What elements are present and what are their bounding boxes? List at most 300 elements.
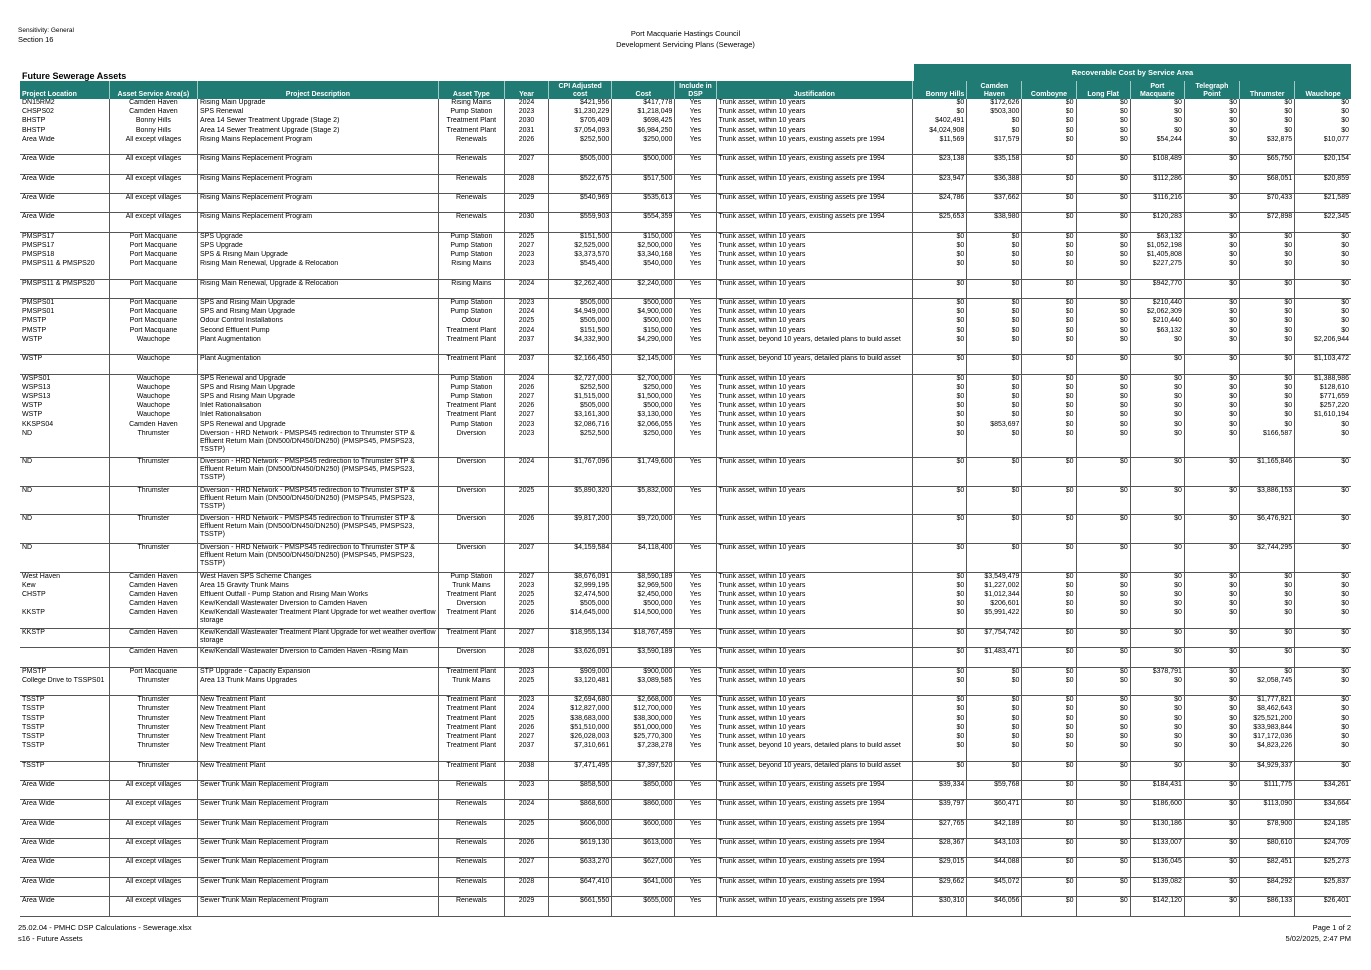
cell-bonny-hills: $0 xyxy=(913,724,967,733)
cell-camden-haven: $503,300 xyxy=(967,108,1022,117)
cell-year: 2023 xyxy=(504,251,548,260)
cell-project-location: PMSPS11 & PMSPS20 xyxy=(20,260,109,279)
cell-include-in-dsp: Yes xyxy=(675,696,716,706)
cell-long-flat: $0 xyxy=(1076,260,1130,279)
cell-comboyne: $0 xyxy=(1022,213,1076,232)
cell-wauchope: $0 xyxy=(1295,279,1351,298)
cell-wauchope: $0 xyxy=(1295,591,1351,600)
cell-camden-haven: $60,471 xyxy=(967,800,1022,819)
cell-long-flat: $0 xyxy=(1076,374,1130,384)
cell-long-flat: $0 xyxy=(1076,839,1130,858)
cell-justification: Trunk asset, within 10 years, existing assets pre 1994 xyxy=(716,155,913,174)
cell-justification: Trunk asset, within 10 years xyxy=(716,430,913,458)
cell-comboyne: $0 xyxy=(1022,544,1076,573)
cell-comboyne: $0 xyxy=(1022,486,1076,515)
table-row xyxy=(20,705,1351,714)
cell-asset-service-area: All except villages xyxy=(109,897,197,916)
cell-justification: Trunk asset, within 10 years, existing assets pre 1994 xyxy=(716,800,913,819)
table-row xyxy=(20,486,1351,515)
cell-year: 2024 xyxy=(504,705,548,714)
cell-year: 2024 xyxy=(504,800,548,819)
cell-include-in-dsp: Yes xyxy=(675,609,716,628)
cell-cost: $900,000 xyxy=(612,667,675,677)
cell-asset-type: Diversion xyxy=(438,544,504,573)
cell-project-location: TSSTP xyxy=(22,705,45,713)
cell-justification: Trunk asset, within 10 years, existing assets pre 1994 xyxy=(716,877,913,896)
cell-long-flat: $0 xyxy=(1076,667,1130,677)
cell-asset-type: Renewals xyxy=(438,858,504,877)
cell-bonny-hills: $0 xyxy=(913,648,967,667)
cell-project-location: PMSTP xyxy=(22,317,47,325)
cell-comboyne: $0 xyxy=(1022,648,1076,667)
col-bonny-hills: Bonny Hills xyxy=(913,81,967,99)
table-row xyxy=(20,677,1351,696)
table-row xyxy=(20,355,1351,374)
cell-port-macquarie: $0 xyxy=(1130,677,1184,696)
cell-include-in-dsp: Yes xyxy=(675,317,716,326)
cell-long-flat: $0 xyxy=(1076,174,1130,193)
cell-year: 2025 xyxy=(504,677,548,696)
cell-camden-haven: $0 xyxy=(967,677,1022,696)
cell-year: 2027 xyxy=(504,733,548,742)
cell-camden-haven: $0 xyxy=(967,308,1022,317)
cell-justification: Trunk asset, within 10 years xyxy=(716,515,913,544)
cell-wauchope: $0 xyxy=(1295,705,1351,714)
cell-camden-haven: $5,991,422 xyxy=(967,609,1022,628)
cell-project-description: Sewer Trunk Main Replacement Program xyxy=(198,800,439,819)
cell-thrumster: $2,744,295 xyxy=(1240,544,1295,573)
cell-port-macquarie: $0 xyxy=(1130,591,1184,600)
cell-asset-type: Renewals xyxy=(438,800,504,819)
cell-camden-haven: $0 xyxy=(967,544,1022,573)
cell-telegraph-point: $0 xyxy=(1184,402,1239,411)
cell-cpi-adjusted-cost: $559,903 xyxy=(549,213,612,232)
cell-telegraph-point: $0 xyxy=(1184,628,1239,647)
cell-bonny-hills: $0 xyxy=(913,317,967,326)
cell-project-location: Area Wide xyxy=(20,839,109,858)
cell-comboyne: $0 xyxy=(1022,430,1076,458)
cell-wauchope: $10,077 xyxy=(1295,136,1351,155)
cell-project-description: New Treatment Plant xyxy=(198,715,439,724)
cell-cost: $150,000 xyxy=(612,232,675,242)
cell-year: 2029 xyxy=(504,897,548,916)
cell-thrumster: $0 xyxy=(1240,308,1295,317)
cell-comboyne: $0 xyxy=(1022,251,1076,260)
cell-comboyne: $0 xyxy=(1022,336,1076,355)
cell-wauchope: $0 xyxy=(1295,715,1351,724)
cell-port-macquarie: $0 xyxy=(1130,458,1184,487)
cell-port-macquarie: $0 xyxy=(1130,705,1184,714)
cell-telegraph-point: $0 xyxy=(1184,600,1239,609)
cell-project-location: PMSTP xyxy=(22,326,47,334)
cell-telegraph-point: $0 xyxy=(1184,251,1239,260)
cell-wauchope: $0 xyxy=(1295,572,1351,582)
cell-asset-service-area: Wauchope xyxy=(109,384,197,393)
cell-year: 2038 xyxy=(504,761,548,780)
cell-cost: $500,000 xyxy=(612,402,675,411)
cell-cpi-adjusted-cost: $858,500 xyxy=(549,780,612,799)
cell-camden-haven: $0 xyxy=(967,430,1022,458)
cell-include-in-dsp: Yes xyxy=(675,628,716,647)
cell-year: 2027 xyxy=(504,411,548,420)
cell-cpi-adjusted-cost: $606,000 xyxy=(549,819,612,838)
cell-comboyne: $0 xyxy=(1022,724,1076,733)
cell-long-flat: $0 xyxy=(1076,628,1130,647)
cell-bonny-hills: $0 xyxy=(913,609,967,628)
cell-telegraph-point: $0 xyxy=(1184,582,1239,591)
cell-cost: $627,000 xyxy=(612,858,675,877)
cell-cost: $500,000 xyxy=(612,155,675,174)
cell-asset-type: Pump Station xyxy=(438,572,504,582)
cell-asset-service-area: All except villages xyxy=(109,136,197,155)
cell-comboyne: $0 xyxy=(1022,374,1076,384)
cell-bonny-hills: $0 xyxy=(913,99,967,108)
cell-comboyne: $0 xyxy=(1022,458,1076,487)
cell-project-location: Area Wide xyxy=(20,136,109,155)
cell-asset-service-area: Thrumster xyxy=(109,544,197,573)
cell-comboyne: $0 xyxy=(1022,819,1076,838)
cell-cost: $250,000 xyxy=(612,384,675,393)
cell-project-location: WSTP xyxy=(20,355,109,374)
recoverable-cost-band: Recoverable Cost by Service Area xyxy=(914,64,1351,81)
cell-project-location: TSSTP xyxy=(22,723,45,731)
cell-include-in-dsp: Yes xyxy=(675,600,716,609)
cell-include-in-dsp: Yes xyxy=(675,715,716,724)
cell-wauchope: $0 xyxy=(1295,108,1351,117)
cell-bonny-hills: $24,786 xyxy=(913,193,967,212)
cell-project-location: Area Wide xyxy=(20,155,109,174)
cell-long-flat: $0 xyxy=(1076,402,1130,411)
cell-telegraph-point: $0 xyxy=(1184,858,1239,877)
cell-thrumster: $0 xyxy=(1240,260,1295,279)
cell-wauchope: $0 xyxy=(1295,733,1351,742)
cell-comboyne: $0 xyxy=(1022,582,1076,591)
cell-comboyne: $0 xyxy=(1022,327,1076,336)
cell-project-location: WSTP xyxy=(22,402,43,410)
cell-cost: $3,340,168 xyxy=(612,251,675,260)
cell-include-in-dsp: Yes xyxy=(675,648,716,667)
cell-cpi-adjusted-cost: $505,000 xyxy=(549,402,612,411)
cell-cpi-adjusted-cost: $4,332,900 xyxy=(549,336,612,355)
cell-camden-haven: $0 xyxy=(967,355,1022,374)
cell-include-in-dsp: Yes xyxy=(675,582,716,591)
cell-wauchope: $0 xyxy=(1295,761,1351,780)
cell-include-in-dsp: Yes xyxy=(675,819,716,838)
cell-wauchope: $0 xyxy=(1295,317,1351,326)
cell-wauchope: $0 xyxy=(1295,600,1351,609)
cell-port-macquarie: $136,045 xyxy=(1130,858,1184,877)
cell-cost: $417,778 xyxy=(612,99,675,108)
cell-cpi-adjusted-cost: $4,159,584 xyxy=(549,544,612,573)
cell-asset-type: Treatment Plant xyxy=(438,591,504,600)
cell-camden-haven: $46,056 xyxy=(967,897,1022,916)
cell-comboyne: $0 xyxy=(1022,155,1076,174)
cell-long-flat: $0 xyxy=(1076,327,1130,336)
table-row xyxy=(20,733,1351,742)
cell-project-description: Rising Main Renewal, Upgrade & Relocation xyxy=(198,279,439,298)
cell-project-description: SPS and Rising Main Upgrade xyxy=(198,299,439,309)
cell-telegraph-point: $0 xyxy=(1184,430,1239,458)
cell-thrumster: $0 xyxy=(1240,336,1295,355)
cell-bonny-hills: $0 xyxy=(913,486,967,515)
cell-project-location: WSTP xyxy=(20,336,109,355)
cell-cost: $12,700,000 xyxy=(612,705,675,714)
cell-include-in-dsp: Yes xyxy=(675,193,716,212)
cell-justification: Trunk asset, within 10 years, existing assets pre 1994 xyxy=(716,213,913,232)
cell-thrumster: $0 xyxy=(1240,117,1295,126)
cell-year: 2037 xyxy=(504,336,548,355)
cell-camden-haven: $0 xyxy=(967,117,1022,126)
cell-asset-type: Renewals xyxy=(438,780,504,799)
table-body xyxy=(20,99,1351,916)
cell-bonny-hills: $0 xyxy=(913,242,967,251)
cell-justification: Trunk asset, within 10 years xyxy=(716,667,913,677)
cell-cpi-adjusted-cost: $705,409 xyxy=(549,117,612,126)
cell-cost: $7,238,278 xyxy=(612,742,675,761)
col-port-macquarie: Port Macquarie xyxy=(1130,81,1184,99)
cell-asset-service-area: Camden Haven xyxy=(109,421,197,430)
cell-port-macquarie: $63,132 xyxy=(1130,232,1184,242)
cell-bonny-hills: $0 xyxy=(913,582,967,591)
cell-project-location: PMSPS01 xyxy=(22,299,55,307)
cell-project-description: Sewer Trunk Main Replacement Program xyxy=(198,858,439,877)
cell-long-flat: $0 xyxy=(1076,733,1130,742)
cell-project-location: Area Wide xyxy=(20,174,109,193)
cell-thrumster: $0 xyxy=(1240,667,1295,677)
cell-asset-service-area: All except villages xyxy=(109,858,197,877)
cell-asset-service-area: Camden Haven xyxy=(109,99,197,108)
cell-comboyne: $0 xyxy=(1022,279,1076,298)
cell-port-macquarie: $2,062,309 xyxy=(1130,308,1184,317)
cell-year: 2027 xyxy=(504,572,548,582)
cell-include-in-dsp: Yes xyxy=(675,411,716,420)
cell-include-in-dsp: Yes xyxy=(675,897,716,916)
cell-project-description: Area 14 Sewer Treatment Upgrade (Stage 2) xyxy=(198,127,439,136)
cell-include-in-dsp: Yes xyxy=(675,877,716,896)
cell-telegraph-point: $0 xyxy=(1184,299,1239,309)
cell-asset-service-area: Wauchope xyxy=(109,336,197,355)
cell-include-in-dsp: Yes xyxy=(675,761,716,780)
cell-asset-type: Renewals xyxy=(438,897,504,916)
cell-asset-type: Treatment Plant xyxy=(438,715,504,724)
cell-telegraph-point: $0 xyxy=(1184,839,1239,858)
cell-thrumster: $0 xyxy=(1240,384,1295,393)
cell-include-in-dsp: Yes xyxy=(675,136,716,155)
cell-thrumster: $32,875 xyxy=(1240,136,1295,155)
cell-cpi-adjusted-cost: $12,827,000 xyxy=(549,705,612,714)
cell-asset-service-area: Thrumster xyxy=(109,733,197,742)
cell-project-location: West Haven xyxy=(22,572,60,580)
cell-asset-service-area: Thrumster xyxy=(109,705,197,714)
cell-project-location: Area Wide xyxy=(20,800,109,819)
cell-telegraph-point: $0 xyxy=(1184,677,1239,696)
cell-bonny-hills: $0 xyxy=(913,308,967,317)
cell-comboyne: $0 xyxy=(1022,232,1076,242)
cell-comboyne: $0 xyxy=(1022,260,1076,279)
cell-project-location: WSTP xyxy=(22,411,43,419)
cell-asset-service-area: Port Macquarie xyxy=(109,317,197,326)
cell-port-macquarie: $0 xyxy=(1130,733,1184,742)
cell-long-flat: $0 xyxy=(1076,108,1130,117)
cell-project-description: Rising Mains Replacement Program xyxy=(198,155,439,174)
cell-wauchope: $21,589 xyxy=(1295,193,1351,212)
cell-camden-haven: $0 xyxy=(967,761,1022,780)
cell-camden-haven: $0 xyxy=(967,486,1022,515)
cell-long-flat: $0 xyxy=(1076,582,1130,591)
cell-year: 2023 xyxy=(504,667,548,677)
cell-cost: $850,000 xyxy=(612,780,675,799)
cell-year: 2024 xyxy=(504,374,548,384)
cell-project-location: TSSTP xyxy=(20,742,109,761)
cell-cost: $500,000 xyxy=(612,317,675,326)
cell-wauchope: $20,154 xyxy=(1295,155,1351,174)
cell-project-description: Rising Main Renewal, Upgrade & Relocation xyxy=(198,260,439,279)
cell-asset-type: Renewals xyxy=(438,213,504,232)
cell-include-in-dsp: Yes xyxy=(675,260,716,279)
cell-asset-type: Rising Mains xyxy=(438,279,504,298)
cell-bonny-hills: $23,138 xyxy=(913,155,967,174)
cell-cpi-adjusted-cost: $51,510,000 xyxy=(549,724,612,733)
sensitivity-label: Sensitivity: General xyxy=(18,27,74,34)
cell-cost: $3,089,585 xyxy=(612,677,675,696)
cell-cpi-adjusted-cost: $26,028,003 xyxy=(549,733,612,742)
cell-long-flat: $0 xyxy=(1076,486,1130,515)
table-row xyxy=(20,308,1351,317)
cell-asset-service-area: All except villages xyxy=(109,155,197,174)
cell-thrumster: $0 xyxy=(1240,279,1295,298)
cell-project-description: New Treatment Plant xyxy=(198,733,439,742)
cell-asset-type: Diversion xyxy=(438,486,504,515)
cell-project-description: New Treatment Plant xyxy=(198,696,439,706)
cell-bonny-hills: $29,015 xyxy=(913,858,967,877)
cell-include-in-dsp: Yes xyxy=(675,299,716,309)
cell-include-in-dsp: Yes xyxy=(675,108,716,117)
cell-long-flat: $0 xyxy=(1076,780,1130,799)
cell-port-macquarie: $0 xyxy=(1130,761,1184,780)
cell-cpi-adjusted-cost: $5,890,320 xyxy=(549,486,612,515)
cell-bonny-hills: $28,367 xyxy=(913,839,967,858)
cell-long-flat: $0 xyxy=(1076,117,1130,126)
cell-thrumster: $86,133 xyxy=(1240,897,1295,916)
cell-asset-type: Odour xyxy=(438,317,504,326)
cell-asset-type: Treatment Plant xyxy=(438,336,504,355)
table-row xyxy=(20,279,1351,298)
cell-year: 2024 xyxy=(504,458,548,487)
cell-year: 2026 xyxy=(504,609,548,628)
cell-bonny-hills: $0 xyxy=(913,515,967,544)
cell-camden-haven: $0 xyxy=(967,327,1022,336)
cell-year: 2023 xyxy=(504,421,548,430)
cell-include-in-dsp: Yes xyxy=(675,705,716,714)
cell-bonny-hills: $0 xyxy=(913,430,967,458)
cell-thrumster: $80,610 xyxy=(1240,839,1295,858)
cell-project-description: Kew/Kendall Wastewater Treatment Plant Upgrade for wet weather overflow storage xyxy=(198,628,439,647)
cell-wauchope: $0 xyxy=(1295,117,1351,126)
cell-thrumster: $0 xyxy=(1240,374,1295,384)
cell-telegraph-point: $0 xyxy=(1184,742,1239,761)
table-row xyxy=(20,591,1351,600)
cell-camden-haven: $0 xyxy=(967,733,1022,742)
cell-project-location: Area Wide xyxy=(20,780,109,799)
cell-include-in-dsp: Yes xyxy=(675,544,716,573)
cell-comboyne: $0 xyxy=(1022,117,1076,126)
cell-justification: Trunk asset, within 10 years xyxy=(716,609,913,628)
cell-include-in-dsp: Yes xyxy=(675,393,716,402)
cell-port-macquarie: $0 xyxy=(1130,696,1184,706)
cell-asset-service-area: Camden Haven xyxy=(109,628,197,647)
cell-cpi-adjusted-cost: $505,000 xyxy=(549,600,612,609)
table-row xyxy=(20,193,1351,212)
cell-long-flat: $0 xyxy=(1076,99,1130,108)
cell-cost: $1,500,000 xyxy=(612,393,675,402)
cell-asset-type: Pump Station xyxy=(438,308,504,317)
cell-thrumster: $0 xyxy=(1240,355,1295,374)
cell-long-flat: $0 xyxy=(1076,299,1130,309)
cell-thrumster: $0 xyxy=(1240,99,1295,108)
cell-cpi-adjusted-cost: $545,400 xyxy=(549,260,612,279)
cell-project-description: Inlet Rationalisation xyxy=(198,402,439,411)
cell-justification: Trunk asset, within 10 years xyxy=(716,724,913,733)
cell-bonny-hills: $25,653 xyxy=(913,213,967,232)
cell-camden-haven: $853,697 xyxy=(967,421,1022,430)
cell-justification: Trunk asset, within 10 years xyxy=(716,572,913,582)
col-wauchope: Wauchope xyxy=(1295,81,1351,99)
cell-justification: Trunk asset, within 10 years xyxy=(716,458,913,487)
cell-port-macquarie: $0 xyxy=(1130,515,1184,544)
cell-asset-service-area: Port Macquarie xyxy=(109,232,197,242)
cell-asset-service-area: Thrumster xyxy=(109,742,197,761)
cell-thrumster: $0 xyxy=(1240,393,1295,402)
cell-cpi-adjusted-cost: $7,471,495 xyxy=(549,761,612,780)
cell-port-macquarie: $112,286 xyxy=(1130,174,1184,193)
table-row xyxy=(20,715,1351,724)
cell-cost: $2,066,055 xyxy=(612,421,675,430)
cell-bonny-hills: $0 xyxy=(913,761,967,780)
cell-justification: Trunk asset, within 10 years xyxy=(716,127,913,136)
cell-wauchope: $0 xyxy=(1295,724,1351,733)
cell-long-flat: $0 xyxy=(1076,242,1130,251)
table-row xyxy=(20,242,1351,251)
table-row xyxy=(20,251,1351,260)
cell-project-location xyxy=(20,600,109,609)
cell-justification: Trunk asset, within 10 years, existing assets pre 1994 xyxy=(716,839,913,858)
cell-telegraph-point: $0 xyxy=(1184,260,1239,279)
cell-bonny-hills: $0 xyxy=(913,393,967,402)
cell-year: 2027 xyxy=(504,628,548,647)
table-row xyxy=(20,336,1351,355)
cell-telegraph-point: $0 xyxy=(1184,761,1239,780)
cell-project-location: Area Wide xyxy=(20,858,109,877)
cell-asset-service-area: Port Macquarie xyxy=(109,308,197,317)
cell-cpi-adjusted-cost: $2,262,400 xyxy=(549,279,612,298)
cell-thrumster: $0 xyxy=(1240,648,1295,667)
cell-include-in-dsp: Yes xyxy=(675,99,716,108)
cell-wauchope: $0 xyxy=(1295,251,1351,260)
table-row xyxy=(20,800,1351,819)
cell-cpi-adjusted-cost: $661,550 xyxy=(549,897,612,916)
cell-wauchope: $0 xyxy=(1295,677,1351,696)
cell-camden-haven: $3,549,479 xyxy=(967,572,1022,582)
cell-telegraph-point: $0 xyxy=(1184,733,1239,742)
cell-asset-type: Treatment Plant xyxy=(438,609,504,628)
cell-project-description: Sewer Trunk Main Replacement Program xyxy=(198,877,439,896)
cell-cost: $613,000 xyxy=(612,839,675,858)
cell-comboyne: $0 xyxy=(1022,193,1076,212)
cell-year: 2024 xyxy=(504,308,548,317)
table-row xyxy=(20,430,1351,458)
cell-port-macquarie: $0 xyxy=(1130,127,1184,136)
cell-asset-service-area: Wauchope xyxy=(109,355,197,374)
